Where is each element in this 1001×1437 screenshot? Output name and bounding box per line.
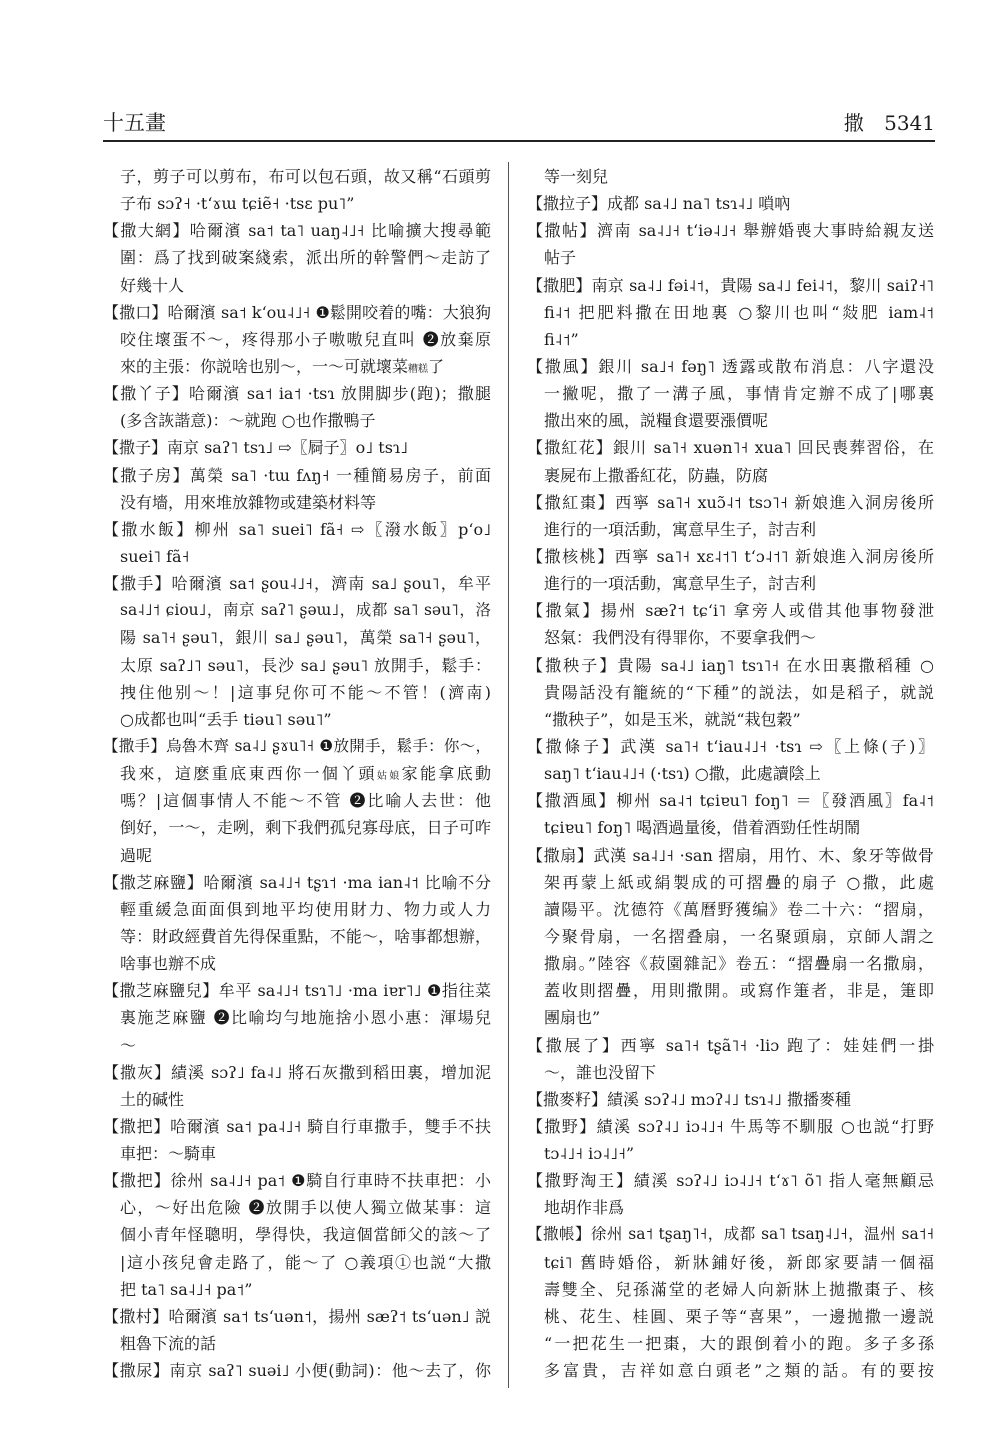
inline-gloss: 糟糕 (408, 363, 429, 375)
entry-headline: 【撒扇】武漢 sa˨˩˧ ·san 摺扇，用竹、木、象牙等做骨 (527, 845, 934, 865)
entry-continuation (527, 163, 934, 190)
entry-headline: 【撒把】哈爾濱 sa˦ pa˨˩˧ 騎自行車撒手，雙手不扶 (103, 1116, 491, 1136)
entry-headline: 【撒把】徐州 sa˨˩˧ pa˦ ❶騎自行車時不扶車把：小 (103, 1171, 491, 1191)
dictionary-entry (103, 1113, 491, 1167)
entry-headline: 【撒帳】徐州 sa˦ tʂaŋ˥˧，成都 sa˥ tsaŋ˨˩˧，温州 sa˦˧ (527, 1225, 934, 1244)
entry-line: saŋ˥ tʻiau˨˩˧ (·tsɿ) ○撒，此處讀陰上 (544, 764, 821, 784)
text-segment: 了 (428, 356, 445, 376)
page-header (103, 108, 935, 138)
entry-line: 撒出來的風，説糧食還要漲價呢 (544, 411, 769, 431)
entry-headline: 【撒野】績溪 sɔʔ˨˩ iɔ˨˩˧ 牛馬等不馴服 ○也説“打野 (527, 1116, 934, 1136)
dictionary-entry (103, 434, 491, 461)
entry-line: 等：財政經費首先得保重點，不能～，啥事都想辦， (120, 926, 491, 946)
entry-headline: 【撒灰】績溪 sɔʔ˩ fa˨˩ 將石灰撒到稻田裏，增加泥 (103, 1062, 491, 1082)
entry-headline: 【撒尿】南京 saʔ˥ suəi˩ 小便(動詞)：他～去了，你 (103, 1361, 491, 1381)
dictionary-entry (103, 733, 491, 869)
entry-line: ○成都也叫“丢手 tiəu˥ səu˥” (120, 709, 332, 729)
entry-line (103, 353, 491, 380)
entry-line: tɕi˥ 舊時婚俗，新牀鋪好後，新郎家要請一個福 (544, 1252, 934, 1272)
entry-line: 進行的一項活動，寓意早生子，討吉利 (544, 574, 817, 594)
dictionary-entry (527, 543, 934, 597)
entry-line: 今聚骨扇，一名摺叠扇，一名聚頭扇，京師人謂之 (544, 926, 934, 946)
entry-line: 心，～好出危險 ❷放開手以使人獨立做某事：這 (120, 1198, 491, 1218)
entry-line (103, 760, 491, 787)
dictionary-entry (527, 353, 934, 434)
entry-headline: 【撒帖】濟南 sa˨˩˧ tʻiə˨˩˧ 舉辦婚喪大事時給親友送 (527, 221, 934, 241)
entry-line: fi˨˦” (544, 329, 579, 349)
left-column (103, 163, 491, 1384)
right-column (527, 163, 934, 1384)
entry-headline: 【撒口】哈爾濱 sa˦ kʻou˨˩˧ ❶鬆開咬着的嘴：大狼狗 (103, 302, 491, 322)
entry-line: tɕiɐu˥ foŋ˥ 喝酒過量後，借着酒勁任性胡鬧 (544, 818, 861, 838)
entry-line: fi˨˦ 把肥料撒在田地裏 ○黎川也叫“敥肥 iam˨˦ (544, 302, 934, 322)
entry-headline: 【撒手】哈爾濱 sa˦ ʂou˨˩˧，濟南 sa˩ ʂou˥，牟平 (103, 574, 491, 594)
entry-line: 裏施芝麻鹽 ❷比喻均勻地施捨小恩小惠：渾場兒 (120, 1008, 491, 1028)
entry-headline: 【撒麥籽】績溪 sɔʔ˨˩ mɔʔ˨˩ tsɿ˨˩ 撒播麥種 (527, 1089, 852, 1109)
entry-line: 太原 saʔ˩˥ səu˥，長沙 sa˩ ʂəu˥ 放開手，鬆手： (120, 655, 491, 675)
entry-line: 多富貴，吉祥如意白頭老”之類的話。有的要按 (544, 1361, 934, 1381)
entry-line: 壽雙全、兒孫滿堂的老婦人向新牀上拋撒棗子、核 (544, 1279, 934, 1299)
entry-headline: 【撒芝麻鹽兒】牟平 sa˨˩˧ tsɿ˥˩ ·ma iɐr˥˩ ❶指往菜 (103, 981, 491, 1001)
dictionary-entry (527, 597, 934, 651)
entry-line: ～，誰也没留下 (544, 1062, 657, 1082)
entry-line: 倒好，一～，走咧，剩下我們孤兒寡母底，日子可咋 (120, 818, 491, 838)
dictionary-entry (103, 462, 491, 516)
entry-headline: 【撒子房】萬榮 sa˥ ·tɯ fʌŋ˧ 一種簡易房子，前面 (103, 465, 491, 485)
entry-line: 進行的一項活動，寓意早生子，討吉利 (544, 519, 817, 539)
entry-line: 子布 sɔʔ˧ ·tʻɤɯ tɕiẽ˧ ·tsɛ pu˥” (120, 194, 355, 214)
entry-headline: 【撒村】哈爾濱 sa˦ tsʻuən˦，揚州 sæʔ˦ tsʻuən˩ 説 (103, 1306, 491, 1326)
dictionary-entry (527, 217, 934, 271)
dictionary-entry (103, 1167, 491, 1303)
entry-line: 啥事也辦不成 (120, 954, 217, 974)
entry-headline: 【撒拉子】成都 sa˨˩ na˥ tsɿ˨˩ 嗩吶 (527, 194, 791, 214)
entry-headline: 【撒秧子】貴陽 sa˨˩ iaŋ˥ tsɿ˥˧ 在水田裏撒稻種 ○ (527, 655, 934, 675)
entry-headline: 【撒酒風】柳州 sa˨˦ tɕiɐu˥ foŋ˥ ＝〖發酒風〗fa˨˦ (527, 791, 934, 811)
dictionary-entry (103, 1059, 491, 1113)
entry-headline: 【撒風】銀川 sa˩˧ fəŋ˥ 透露或散布消息：八字還没 (527, 356, 934, 376)
entry-headline: 【撒展了】西寧 sa˥˧ tʂã˥˧ ·liɔ 跑了：娃娃們一掛 (527, 1035, 934, 1055)
dictionary-entry (103, 869, 491, 978)
dictionary-entry (103, 516, 491, 570)
entry-line: suei˥ fã˧ (120, 546, 190, 566)
entry-line: 一撇呢，撒了一溝子風，事情肯定辦不成了|哪裏 (544, 384, 934, 404)
entry-headline: 【撒大網】哈爾濱 sa˦ ta˥ uaŋ˨˩˧ 比喻擴大搜尋範 (103, 221, 491, 241)
entry-headline: 【撒芝麻鹽】哈爾濱 sa˨˩˧ tʂɿ˦ ·ma ian˨˦ 比喻不分 (103, 872, 491, 892)
entry-line: 個小青年怪聰明，學得快，我這個當師父的該～了 (120, 1225, 491, 1245)
entry-line: 陽 sa˥˧ ʂəu˥，銀川 sa˩ ʂəu˥，萬榮 sa˥˧ ʂəu˥， (120, 628, 491, 648)
entry-line: 過呢 (120, 845, 153, 865)
entry-line: 撒扇。”陸容《菽園雜記》卷五：“摺疊扇一名撒扇， (544, 954, 934, 974)
dictionary-entry (527, 787, 934, 841)
entry-headline: 【撒肥】南京 sa˨˩ fəi˨˦，貴陽 sa˨˩ fei˨˦，黎川 saiʔ˧˥ (527, 275, 934, 295)
head-character: 撒 (843, 111, 864, 135)
inline-gloss: 姑娘 (376, 771, 402, 783)
text-segment: 我來，這麽重底東西你一個丫頭 (120, 764, 377, 784)
entry-headline: 【撒紅花】銀川 sa˥˧ xuən˥˧ xua˥ 回民喪葬習俗，在 (527, 438, 934, 458)
entry-headline: 【撒野淘王】績溪 sɔʔ˨˩ iɔ˨˩˧ tʻɤ˥ õ˥ 指人毫無顧忌 (527, 1171, 934, 1191)
header-rule (103, 140, 935, 142)
dictionary-entry (527, 489, 934, 543)
entry-line: 把 ta˥ sa˨˩˧ pa˦” (120, 1279, 253, 1299)
entry-line: 車把：～騎車 (120, 1144, 217, 1164)
dictionary-entry (527, 652, 934, 733)
dictionary-entry (527, 733, 934, 787)
entry-line: 咬住壞蛋不～，疼得那小子嗷嗷兒直叫 ❷放棄原 (120, 329, 491, 349)
entry-line: “撒秧子”，如是玉米，就説“栽包穀” (544, 709, 801, 729)
entry-continuation (103, 163, 491, 217)
entry-line: 輕重緩急面面俱到地平均使用財力、物力或人力 (120, 899, 491, 919)
entry-line: 子，剪子可以剪布，布可以包石頭，故又稱“石頭剪 (120, 167, 491, 186)
text-segment: 來的主張：你説啥也别～，一～可就壞菜 (120, 356, 409, 376)
dictionary-entry (527, 272, 934, 353)
dictionary-entry (103, 1303, 491, 1357)
entry-line: 架再蒙上紙或絹製成的可摺疊的扇子 ○撒，此處 (544, 872, 934, 892)
dictionary-entry (527, 842, 934, 1032)
entry-line: 粗魯下流的話 (120, 1334, 217, 1354)
entry-line: 帖子 (544, 248, 577, 268)
entry-line: |這小孩兒會走路了，能～了 ○義項①也説“大撒 (120, 1252, 491, 1272)
dictionary-entry (103, 977, 491, 1058)
dictionary-entry (527, 1086, 934, 1113)
entry-line: 裹屍布上撒番紅花，防蟲，防腐 (544, 465, 769, 485)
entry-headline: 【撒手】烏魯木齊 sa˨˩ ʂɤu˥˧ ❶放開手，鬆手：你～， (103, 736, 491, 755)
entry-line: 土的碱性 (120, 1089, 185, 1109)
section-title: 十五畫 (103, 111, 166, 135)
entry-line: (多含詼諧意)：～就跑 ○也作撒鴨子 (120, 411, 376, 431)
entry-line: sa˨˩˦ ɕiou˩，南京 saʔ˥ ʂəɯ˩，成都 sa˥ səu˥，洛 (120, 601, 491, 620)
page-number: 5341 (884, 111, 935, 135)
dictionary-entry (103, 299, 491, 380)
dictionary-entry (527, 1113, 934, 1167)
entry-line: 圍：爲了找到破案綫索，派出所的幹警們～走訪了 (120, 248, 491, 268)
entry-line: 貴陽話没有籠統的“下種”的説法，如是稻子，就説 (544, 682, 934, 702)
entry-line: ～ (120, 1035, 137, 1055)
text-segment: 家能拿底動 (401, 764, 491, 784)
entry-headline: 【撒子】南京 saʔ˥ tsɿ˩ ⇨〖屙子〗o˩ tsɿ˩ (103, 438, 409, 458)
dictionary-entry (527, 1167, 934, 1221)
entry-headline: 【撒核桃】西寧 sa˥˧ xɛ˨˦˥ tʻɔ˨˦˥ 新娘進入洞房後所 (527, 546, 934, 566)
dictionary-entry (527, 434, 934, 488)
dictionary-entry (103, 1357, 491, 1384)
entry-line: 怒氣：我們没有得罪你，不要拿我們～ (544, 628, 817, 648)
entry-line: tɔ˨˩˧ iɔ˨˩˧” (544, 1144, 635, 1164)
dictionary-entry (103, 570, 491, 733)
entry-line: 等一刻兒 (544, 167, 609, 186)
entry-line: 没有墻，用來堆放雜物或建築材料等 (120, 492, 377, 512)
running-head (844, 108, 935, 138)
entry-line: 讀陽平。沈德符《萬曆野獲编》卷二十六：“摺扇， (544, 899, 934, 919)
entry-line: 拽住他别～！|這事兒你可不能～不管！(濟南) (120, 682, 491, 702)
dictionary-entry (103, 380, 491, 434)
entry-line: “一把花生一把棗，大的跟倒着小的跑。多子多孫 (544, 1334, 934, 1354)
entry-line: 蓋收則摺疊，用則撒開。或寫作箑者，非是，箑即 (544, 981, 934, 1001)
entry-line: 嗎？|這個事情人不能～不管 ❷比喻人去世：他 (120, 791, 491, 811)
entry-headline: 【撒紅棗】西寧 sa˥˧ xuɔ̃˨˦ tsɔ˥˧ 新娘進入洞房後所 (527, 492, 934, 512)
dictionary-entry (527, 1032, 934, 1086)
dictionary-entry (103, 217, 491, 298)
entry-line: 地胡作非爲 (544, 1198, 625, 1218)
entry-headline: 【撒氣】揚州 sæʔ˦ tɕʻi˥ 拿旁人或借其他事物發泄 (527, 601, 934, 621)
dictionary-entry (527, 1221, 934, 1384)
entry-headline: 【撒丫子】哈爾濱 sa˦ ia˦ ·tsɿ 放開脚步(跑)；撒腿 (103, 384, 491, 404)
entry-line: 桃、花生、桂圓、栗子等“喜果”，一邊拋撒一邊説 (544, 1306, 934, 1326)
entry-headline: 【撒水飯】柳州 sa˥ suei˥ fã˧ ⇨〖潑水飯〗pʻo˩ (103, 519, 491, 539)
entry-line: 好幾十人 (120, 275, 185, 295)
entry-headline: 【撒條子】武漢 sa˥˧ tʻiau˨˩˧ ·tsɿ ⇨〖上條(子)〗 (527, 736, 934, 756)
entry-line: 團扇也” (544, 1008, 601, 1028)
dictionary-entry (527, 190, 934, 217)
column-divider (508, 162, 509, 1388)
